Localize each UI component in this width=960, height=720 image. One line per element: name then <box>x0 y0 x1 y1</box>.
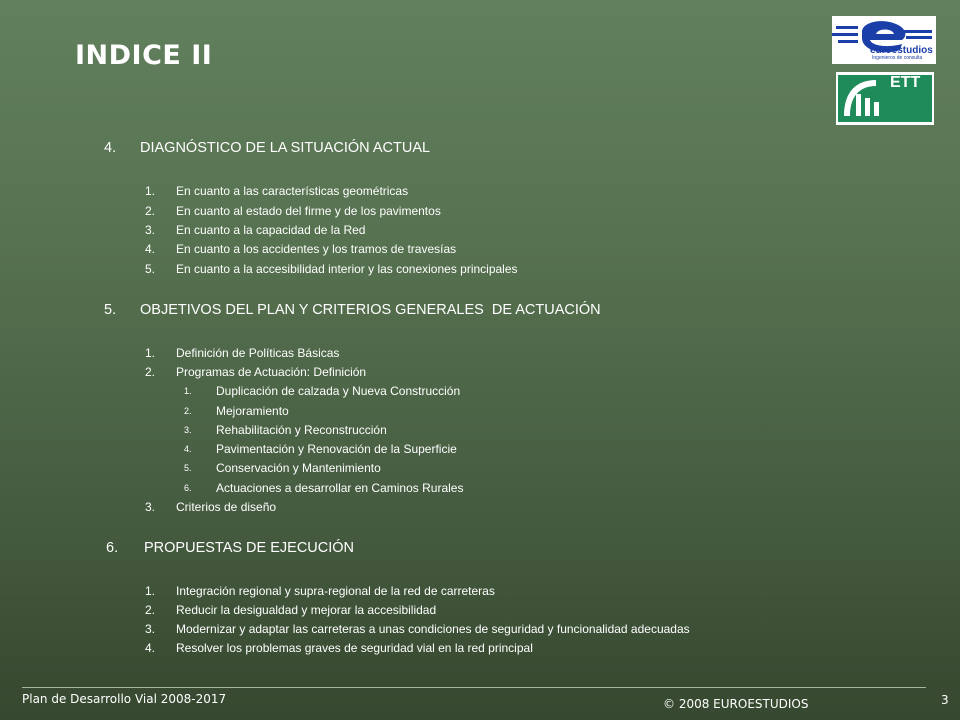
list-item <box>145 204 441 218</box>
subitem-text: Rehabilitación y Reconstrucción <box>216 423 387 437</box>
section-propuestas <box>106 540 354 556</box>
euroestudios-name: euroestudios <box>870 45 933 56</box>
item-text: Programas de Actuación: Definición <box>176 365 367 379</box>
list-item <box>145 365 366 379</box>
section-heading <box>104 302 601 318</box>
section-number: 5. <box>104 302 117 318</box>
item-number: 2. <box>145 365 156 379</box>
page-title: INDICE II <box>75 40 213 71</box>
footer-plan-title: Plan de Desarrollo Vial 2008-2017 <box>22 692 227 706</box>
list-item <box>145 622 690 636</box>
footer-divider <box>22 687 926 688</box>
list-item <box>145 346 339 360</box>
item-number: 1. <box>145 346 156 360</box>
subitem-number: 3. <box>184 425 192 435</box>
sub-list-item <box>184 423 387 437</box>
section-diagnostico <box>104 140 430 156</box>
item-text: Integración regional y supra-regional de la red de carreteras <box>176 584 495 598</box>
item-text: En cuanto al estado del firme y de los pavimentos <box>176 204 441 218</box>
subitem-number: 2. <box>184 406 192 416</box>
item-number: 1. <box>145 584 156 598</box>
ett-text: ETT <box>890 74 921 91</box>
item-number: 2. <box>145 204 156 218</box>
list-item <box>145 223 365 237</box>
sub-list-item <box>184 404 289 418</box>
list-item <box>145 641 533 655</box>
sub-list-item <box>184 461 381 475</box>
sub-list-item <box>184 384 460 398</box>
list-item <box>145 584 495 598</box>
subitem-text: Duplicación de calzada y Nueva Construcción <box>216 384 461 398</box>
subitem-text: Mejoramiento <box>216 404 289 418</box>
section-title: OBJETIVOS DEL PLAN Y CRITERIOS GENERALES DE ACTUACIÓN <box>140 302 601 318</box>
subitem-number: 5. <box>184 463 192 473</box>
euroestudios-logo <box>832 16 936 64</box>
sub-list-item <box>184 481 463 495</box>
section-title: PROPUESTAS DE EJECUCIÓN <box>144 540 355 556</box>
item-text: Criterios de diseño <box>176 500 277 514</box>
subitem-number: 4. <box>184 444 192 454</box>
ett-logo <box>836 72 934 125</box>
item-number: 4. <box>145 641 156 655</box>
item-number: 2. <box>145 603 156 617</box>
footer-copyright: © 2008 EUROESTUDIOS <box>663 697 809 711</box>
subitem-text: Actuaciones a desarrollar en Caminos Rurales <box>216 481 464 495</box>
item-text: En cuanto a la capacidad de la Red <box>176 223 366 237</box>
page-number: 3 <box>941 693 949 707</box>
item-number: 3. <box>145 223 156 237</box>
euroestudios-tagline: Ingenieros de consulta <box>872 55 923 61</box>
subitem-number: 6. <box>184 483 192 493</box>
item-text: En cuanto a los accidentes y los tramos de travesías <box>176 242 457 256</box>
list-item <box>145 184 408 198</box>
section-number: 6. <box>106 540 119 556</box>
item-number: 3. <box>145 622 156 636</box>
section-heading <box>104 140 430 156</box>
list-item <box>145 242 456 256</box>
section-number: 4. <box>104 140 117 156</box>
subitem-text: Pavimentación y Renovación de la Superficie <box>216 442 457 456</box>
section-title: DIAGNÓSTICO DE LA SITUACIÓN ACTUAL <box>140 140 431 156</box>
item-text: En cuanto a las características geométricas <box>176 184 409 198</box>
subitem-number: 1. <box>184 386 192 396</box>
item-text: Resolver los problemas graves de seguridad vial en la red principal <box>176 641 533 655</box>
item-text: Reducir la desigualdad y mejorar la accesibilidad <box>176 603 437 617</box>
list-item <box>145 262 518 276</box>
item-text: En cuanto a la accesibilidad interior y las conexiones principales <box>176 262 518 276</box>
section-heading <box>106 540 354 556</box>
sub-list-item <box>184 442 457 456</box>
item-text: Modernizar y adaptar las carreteras a unas condiciones de seguridad y funcionalidad adecuadas <box>176 622 690 636</box>
item-number: 4. <box>145 242 156 256</box>
section-objetivos <box>104 302 601 318</box>
item-text: Definición de Políticas Básicas <box>176 346 340 360</box>
list-item <box>145 603 436 617</box>
item-number: 1. <box>145 184 156 198</box>
item-number: 3. <box>145 500 156 514</box>
item-number: 5. <box>145 262 156 276</box>
list-item <box>145 500 276 514</box>
subitem-text: Conservación y Mantenimiento <box>216 461 381 475</box>
